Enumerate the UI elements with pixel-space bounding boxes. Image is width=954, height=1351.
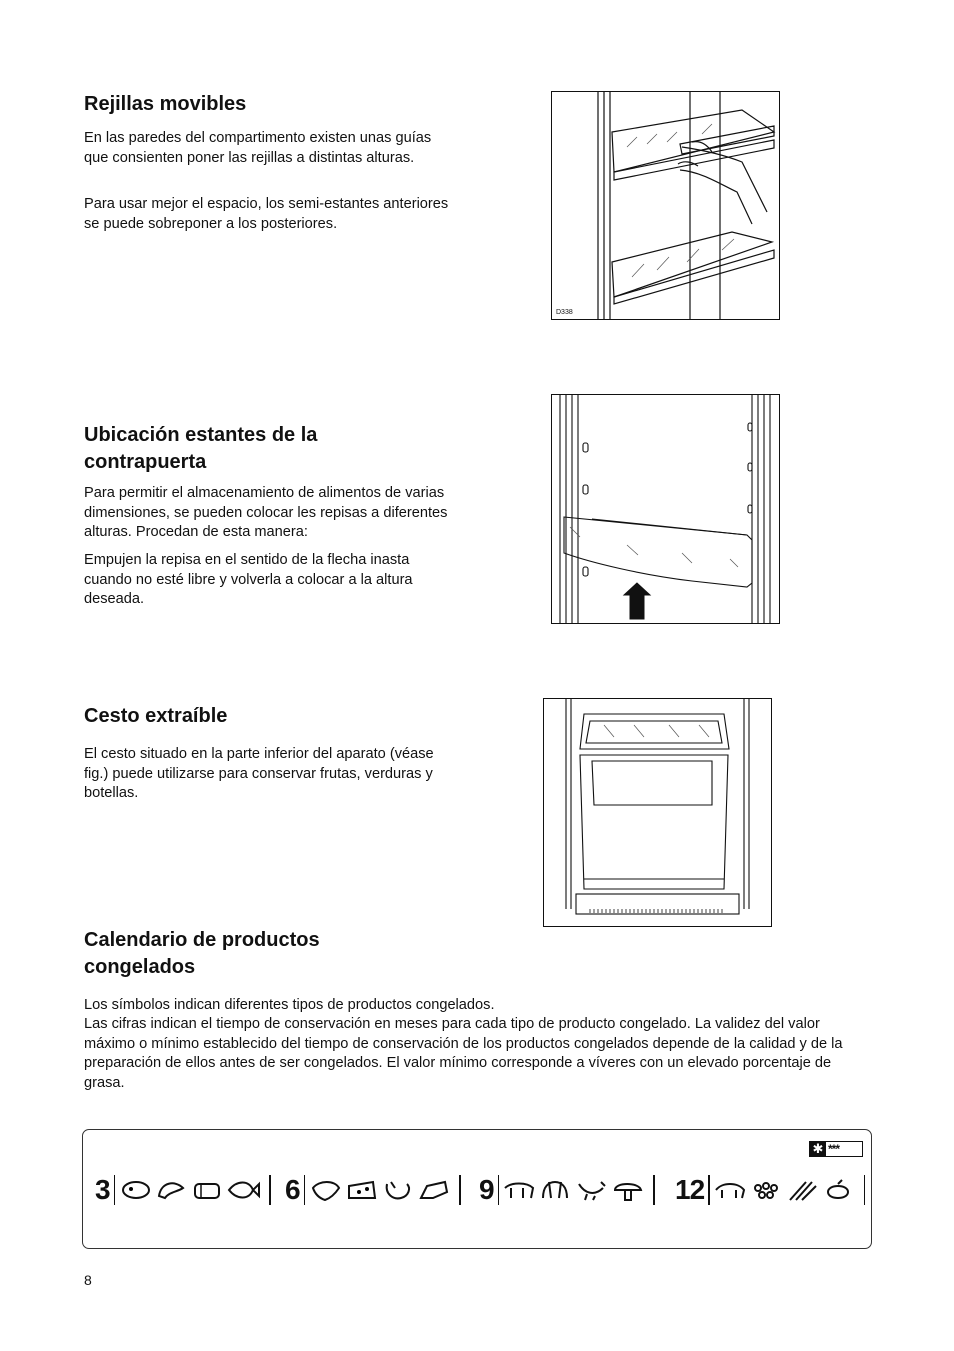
- figure-label: D338: [556, 309, 573, 316]
- berries-icon: [750, 1178, 784, 1202]
- ubicacion-paragraph-2: Empujen la repisa en el sentido de la flecha inasta cuando no esté libre y volverla a colocar a la altura deseada.: [84, 552, 413, 608]
- rejillas-paragraph-2: Para usar mejor el espacio, los semi-estantes anteriores se puede sobreponer a los posteriores.: [84, 196, 449, 232]
- meat-icon: [417, 1178, 451, 1202]
- section-title-cesto: Cesto extraíble: [84, 705, 228, 727]
- section-title-rejillas: Rejillas movibles: [84, 93, 247, 115]
- veal-icon: [714, 1178, 748, 1202]
- calendario-paragraph-1: Los símbolos indican diferentes tipos de productos congelados.: [84, 997, 495, 1013]
- basket-illustration: [543, 698, 772, 927]
- section-title-ubicacion: Ubicación estantes de la contrapuerta: [84, 424, 318, 473]
- frozen-food-calendar: [82, 1129, 872, 1249]
- snowflake-icon: ✱: [810, 1142, 826, 1156]
- poultry-icon: [309, 1178, 343, 1202]
- beef-icon: [503, 1178, 537, 1202]
- fish-icon: [227, 1178, 261, 1202]
- calendar-period: [675, 1172, 869, 1208]
- door-shelf-illustration: [551, 394, 780, 624]
- vegetables-icon: [539, 1178, 573, 1202]
- page-number: 8: [84, 1272, 92, 1288]
- shellfish-icon: [155, 1178, 189, 1202]
- star-rating-text: ***: [828, 1142, 840, 1156]
- ubicacion-paragraph-1: Para permitir el almacenamiento de alimentos de varias dimensiones, se pueden colocar les repisas a diferentes alturas. Procedan de esta manera:: [84, 485, 448, 541]
- section-title-calendario: Calendario de productos congelados: [84, 929, 320, 978]
- months-number: 6: [285, 1174, 300, 1205]
- mushroom-icon: [611, 1178, 645, 1202]
- months-number: 9: [479, 1174, 494, 1205]
- cheese-icon: [345, 1178, 379, 1202]
- calendar-period: [285, 1172, 465, 1208]
- rejillas-paragraph-1: En las paredes del compartimento existen unas guías que consienten poner las rejillas a distintas alturas.: [84, 130, 432, 166]
- cesto-paragraph-1: El cesto situado en la parte inferior del aparato (véase fig.) puede utilizarse para conservar frutas, verduras y botellas.: [84, 746, 434, 802]
- chicken-icon: [575, 1178, 609, 1202]
- game-icon: [381, 1178, 415, 1202]
- calendario-paragraph-2: Las cifras indican el tiempo de conservación en meses para cada tipo de producto congelado. La validez del valor máximo o mínimo establecido del tiempo de conservación de los productos congelados depende de la calidad y de la preparación de ellos antes de ser congelados. El valor mínimo corresponde a víveres con un elevado porcentaje de grasa.: [84, 1016, 843, 1091]
- calendar-period: [95, 1172, 275, 1208]
- freezer-star-rating: [809, 1141, 863, 1157]
- months-number: 3: [95, 1174, 110, 1205]
- fruit-icon: [822, 1178, 856, 1202]
- pastry-icon: [119, 1178, 153, 1202]
- asparagus-icon: [786, 1178, 820, 1202]
- bread-icon: [191, 1178, 225, 1202]
- shelves-illustration: [551, 91, 780, 320]
- months-number: 12: [675, 1174, 705, 1205]
- calendar-period: [479, 1172, 659, 1208]
